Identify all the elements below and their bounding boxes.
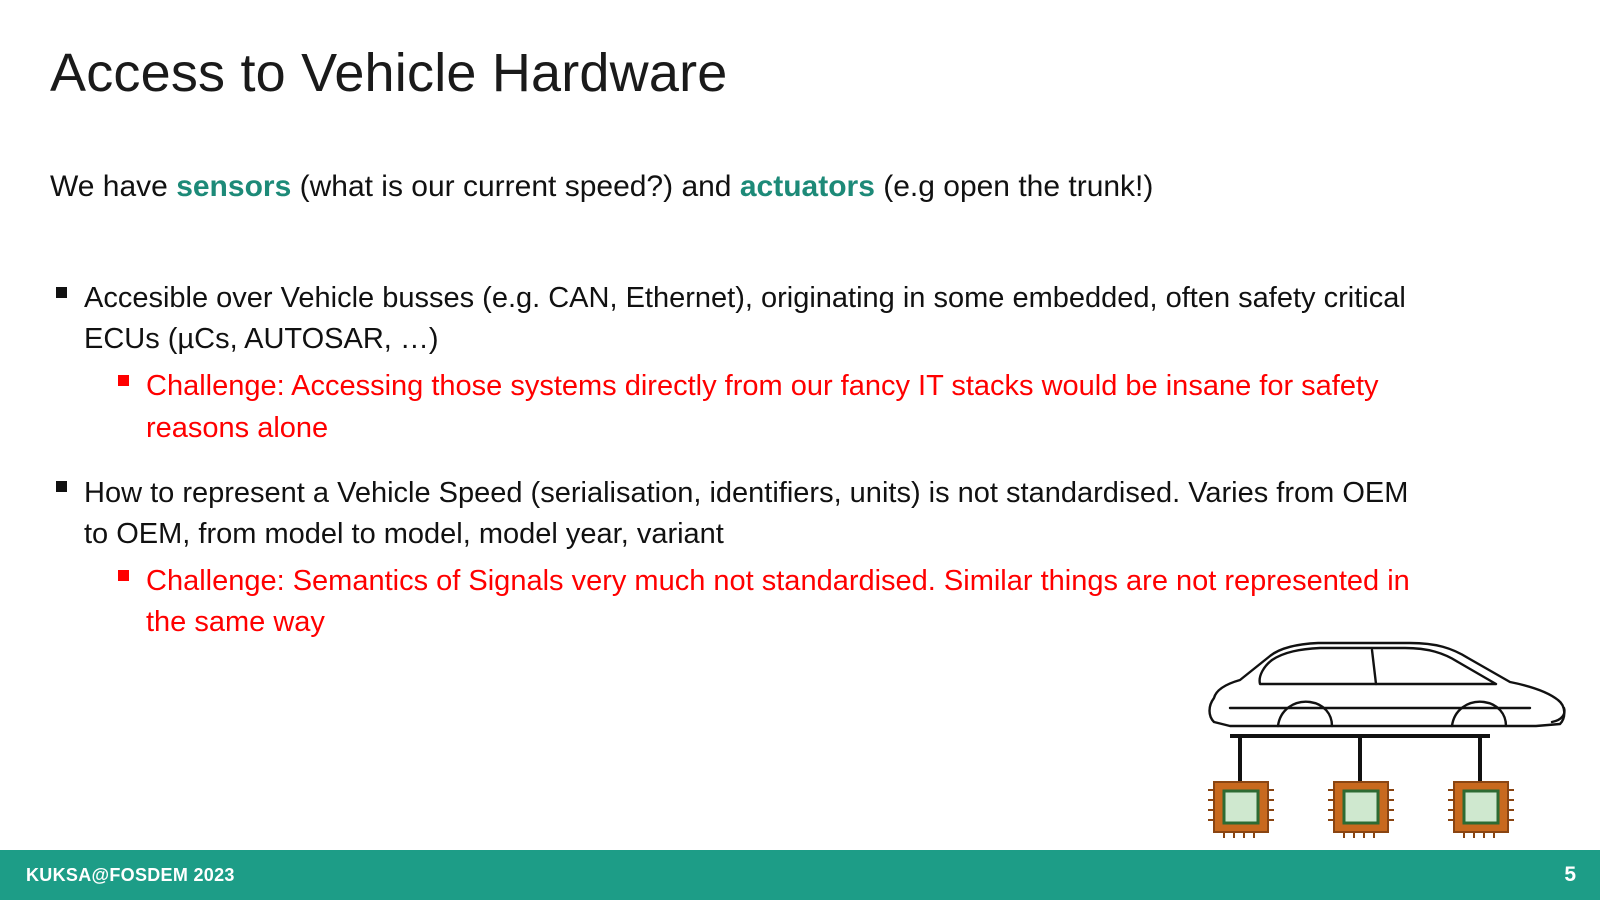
page-number: 5 <box>1564 863 1576 886</box>
list-item-label: Challenge: Semantics of Signals very much not standardised. Similar things are not represented in the same way <box>146 565 1410 639</box>
ecu-chip-2 <box>1328 782 1394 838</box>
square-bullet-icon <box>118 570 129 581</box>
list-item <box>112 366 1410 448</box>
list-item-label: How to represent a Vehicle Speed (serialisation, identifiers, units) is not standardised. Varies from OEM to OEM, from model to model, model year, variant <box>84 476 1409 550</box>
lead-text-part1: We have <box>50 170 177 203</box>
slide-footer <box>0 850 1600 900</box>
list-item <box>50 473 1410 555</box>
square-bullet-icon <box>56 287 67 298</box>
car-ecu-svg <box>1200 610 1580 840</box>
square-bullet-icon <box>56 481 67 492</box>
lead-paragraph <box>50 168 1153 206</box>
lead-text-part2: (what is our current speed?) and <box>291 170 740 203</box>
ecu-chip-1 <box>1208 782 1274 838</box>
car-with-three-ecus-diagram <box>1200 610 1580 840</box>
list-item-label: Challenge: Accessing those systems directly from our fancy IT stacks would be insane for safety reasons alone <box>146 370 1379 444</box>
ecu-chip-3 <box>1448 782 1514 838</box>
lead-text-part3: (e.g open the trunk!) <box>874 170 1154 203</box>
lead-highlight-sensors: sensors <box>176 170 292 203</box>
page-title: Access to Vehicle Hardware <box>50 43 728 103</box>
square-bullet-icon <box>118 375 129 386</box>
bullet-list <box>50 278 1410 653</box>
list-item-label: Accesible over Vehicle busses (e.g. CAN, Ethernet), originating in some embedded, often safety critical ECUs (µCs, AUTOSAR, …) <box>84 282 1406 356</box>
spacer <box>50 459 1410 473</box>
lead-highlight-actuators: actuators <box>739 170 875 203</box>
list-item <box>50 278 1410 360</box>
footer-event-label: KUKSA@FOSDEM 2023 <box>26 865 235 885</box>
